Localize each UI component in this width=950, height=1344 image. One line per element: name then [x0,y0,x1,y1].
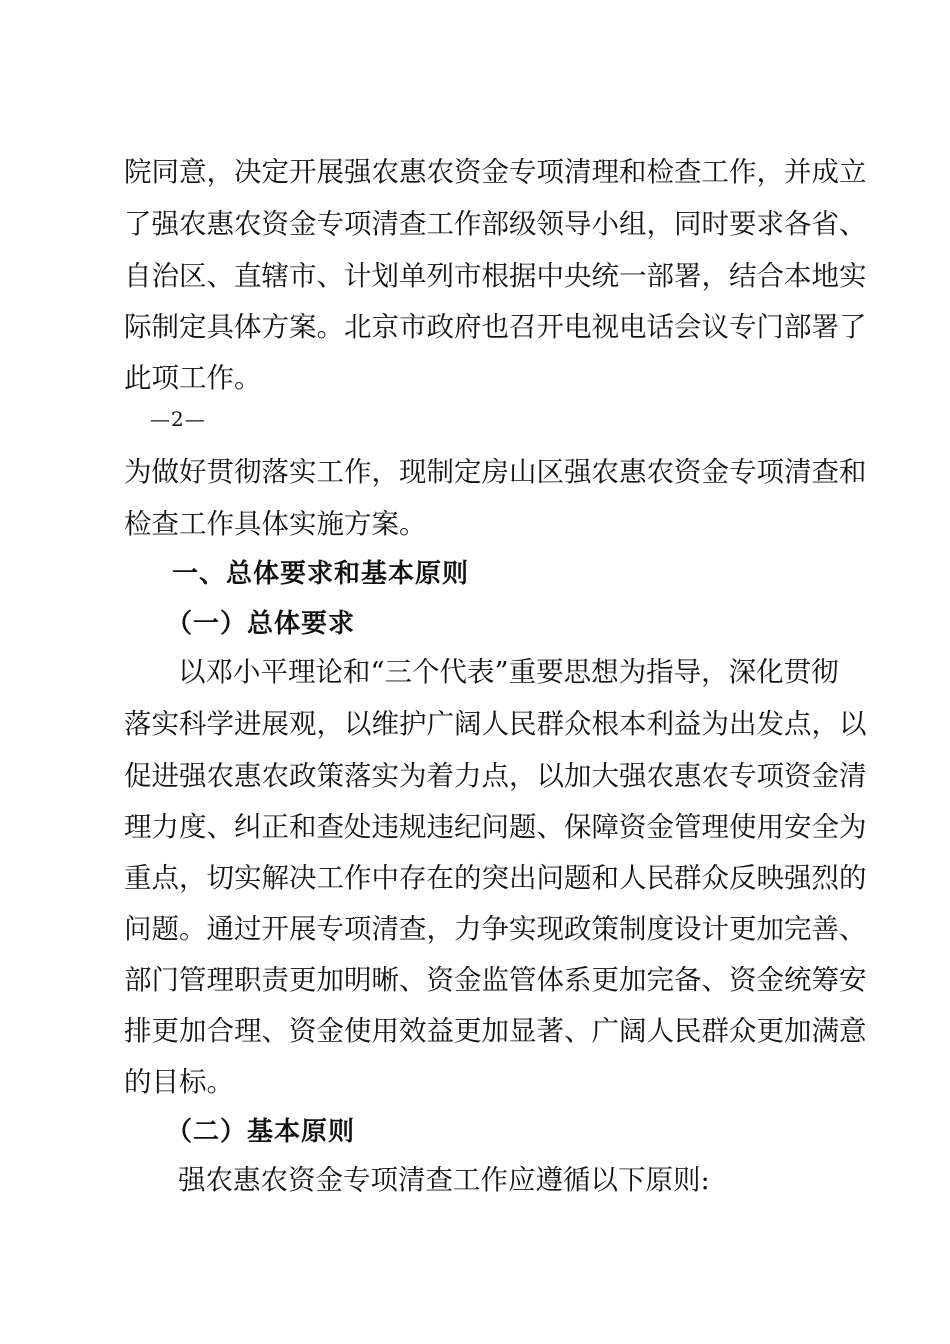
paragraph-line: 重点，切实解决工作中存在的突出问题和人民群众反映强烈的 [124,862,867,894]
paragraph-line: 以邓小平理论和“三个代表”重要思想为指导，深化贯彻 [178,656,839,688]
paragraph-line: 排更加合理、资金使用效益更加显著、广阔人民群众更加满意 [124,1015,867,1047]
paragraph-line: 落实科学进展观，以维护广阔人民群众根本利益为出发点，以 [124,708,867,740]
paragraph-line: 部门管理职责更加明晰、资金监管体系更加完备、资金统筹安 [124,964,867,996]
paragraph-line: 了强农惠农资金专项清查工作部级领导小组，同时要求各省、 [124,208,867,240]
paragraph-line: 检查工作具体实施方案。 [124,508,427,540]
paragraph-line: 问题。通过开展专项清查，力争实现政策制度设计更加完善、 [124,913,867,945]
paragraph-line: 院同意，决定开展强农惠农资金专项清理和检查工作，并成立 [124,156,867,188]
paragraph-line: 际制定具体方案。北京市政府也召开电视电话会议专门部署了 [124,311,867,343]
page-number: —2— [150,407,206,431]
paragraph-line: 的目标。 [124,1066,234,1098]
subsection-heading: （一）总体要求 [166,609,356,639]
paragraph-line: 强农惠农资金专项清查工作应遵循以下原则: [178,1164,710,1196]
section-heading: 一、总体要求和基本原则 [172,559,470,589]
paragraph-line: 此项工作。 [124,362,262,394]
paragraph-line: 为做好贯彻落实工作，现制定房山区强农惠农资金专项清查和 [124,456,867,488]
paragraph-line: 自治区、直辖市、计划单列市根据中央统一部署，结合本地实 [124,260,867,292]
paragraph-line: 理力度、纠正和查处违规违纪问题、保障资金管理使用安全为 [124,811,867,843]
paragraph-line: 促进强农惠农政策落实为着力点，以加大强农惠农专项资金清 [124,760,867,792]
subsection-heading: （二）基本原则 [166,1117,356,1147]
